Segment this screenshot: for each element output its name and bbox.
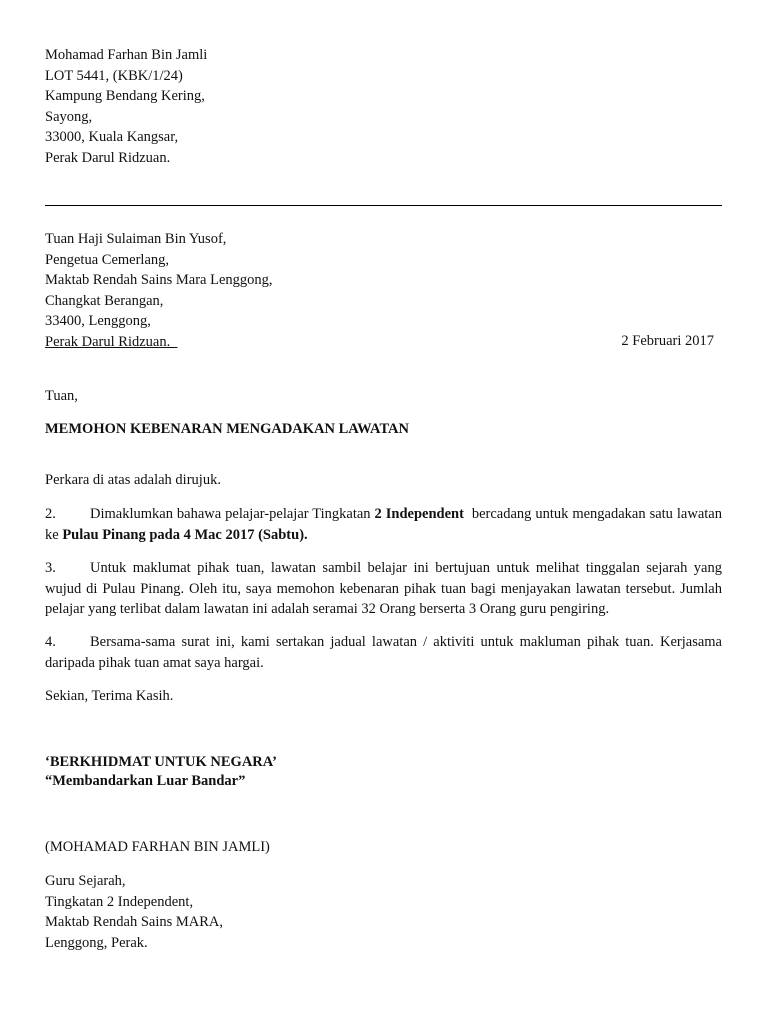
sender-line: Mohamad Farhan Bin Jamli (45, 47, 208, 63)
subject-heading: MEMOHON KEBENARAN MENGADAKAN LAWATAN (45, 421, 409, 437)
salutation: Tuan, (45, 388, 78, 404)
recipient-line: Pengetua Cemerlang, (45, 251, 170, 268)
paragraph-number: 3. (45, 560, 56, 576)
sender-line: Perak Darul Ridzuan. (45, 149, 171, 166)
recipient-line: Maktab Rendah Sains Mara Lenggong, (45, 272, 273, 288)
signature-title (45, 871, 722, 953)
signature-name: (MOHAMAD FARHAN BIN JAMLI) (45, 839, 270, 855)
sender-line: LOT 5441, (KBK/1/24) (45, 67, 183, 84)
sender-address (45, 45, 722, 168)
signature-line: Lenggong, Perak. (45, 934, 148, 951)
paragraph-number: 2. (45, 506, 56, 522)
divider-line (45, 205, 722, 206)
motto-line-2: “Membandarkan Luar Bandar” (45, 773, 246, 789)
paragraph-bold: 2 Independent (374, 506, 464, 522)
paragraph-2 (45, 504, 726, 545)
recipient-line: 33400, Lenggong, (45, 313, 151, 329)
paragraph-text: bercadang untuk mengadakan satu lawatan ke (45, 506, 726, 543)
paragraph-4 (45, 632, 722, 673)
letter-date: 2 Februari 2017 (621, 333, 714, 349)
sender-line: Sayong, (45, 108, 93, 125)
signature-line: Maktab Rendah Sains MARA, (45, 914, 224, 930)
sender-line: Kampung Bendang Kering, (45, 88, 205, 104)
signature-line: Tingkatan 2 Independent, (45, 893, 194, 910)
paragraph-text: Bersama-sama surat ini, kami sertakan jadual lawatan / aktiviti untuk makluman pihak tuan. Kerjasama daripada pihak tuan amat saya hargai. (45, 634, 722, 671)
recipient-line: Tuan Haji Sulaiman Bin Yusof, (45, 231, 227, 247)
signature-line: Guru Sejarah, (45, 873, 126, 889)
paragraph-text: Untuk maklumat pihak tuan, lawatan sambil belajar ini bertujuan untuk melihat tinggalan sejarah yang wujud di Pulau Pinang. Oleh itu, saya memohon kebenaran pihak tuan bagi menjayakan lawatan tersebut. Jumlah pelajar yang terlibat dalam lawatan ini adalah seramai 32 Orang berserta 3 Orang guru pengiring. (45, 560, 722, 617)
recipient-line-last: Perak Darul Ridzuan. (45, 333, 178, 350)
motto (45, 753, 722, 791)
motto-line-1: ‘BERKHIDMAT UNTUK NEGARA’ (45, 754, 278, 770)
paragraph-number: 4. (45, 634, 56, 650)
intro-paragraph: Perkara di atas adalah dirujuk. (45, 472, 221, 488)
recipient-line: Changkat Berangan, (45, 292, 164, 309)
paragraph-bold: Pulau Pinang pada 4 Mac 2017 (Sabtu). (62, 526, 308, 543)
sender-line: 33000, Kuala Kangsar, (45, 129, 179, 145)
paragraph-text: Dimaklumkan bahawa pelajar-pelajar Tingkatan (90, 506, 375, 522)
paragraph-3 (45, 558, 722, 620)
closing-line: Sekian, Terima Kasih. (45, 688, 174, 704)
